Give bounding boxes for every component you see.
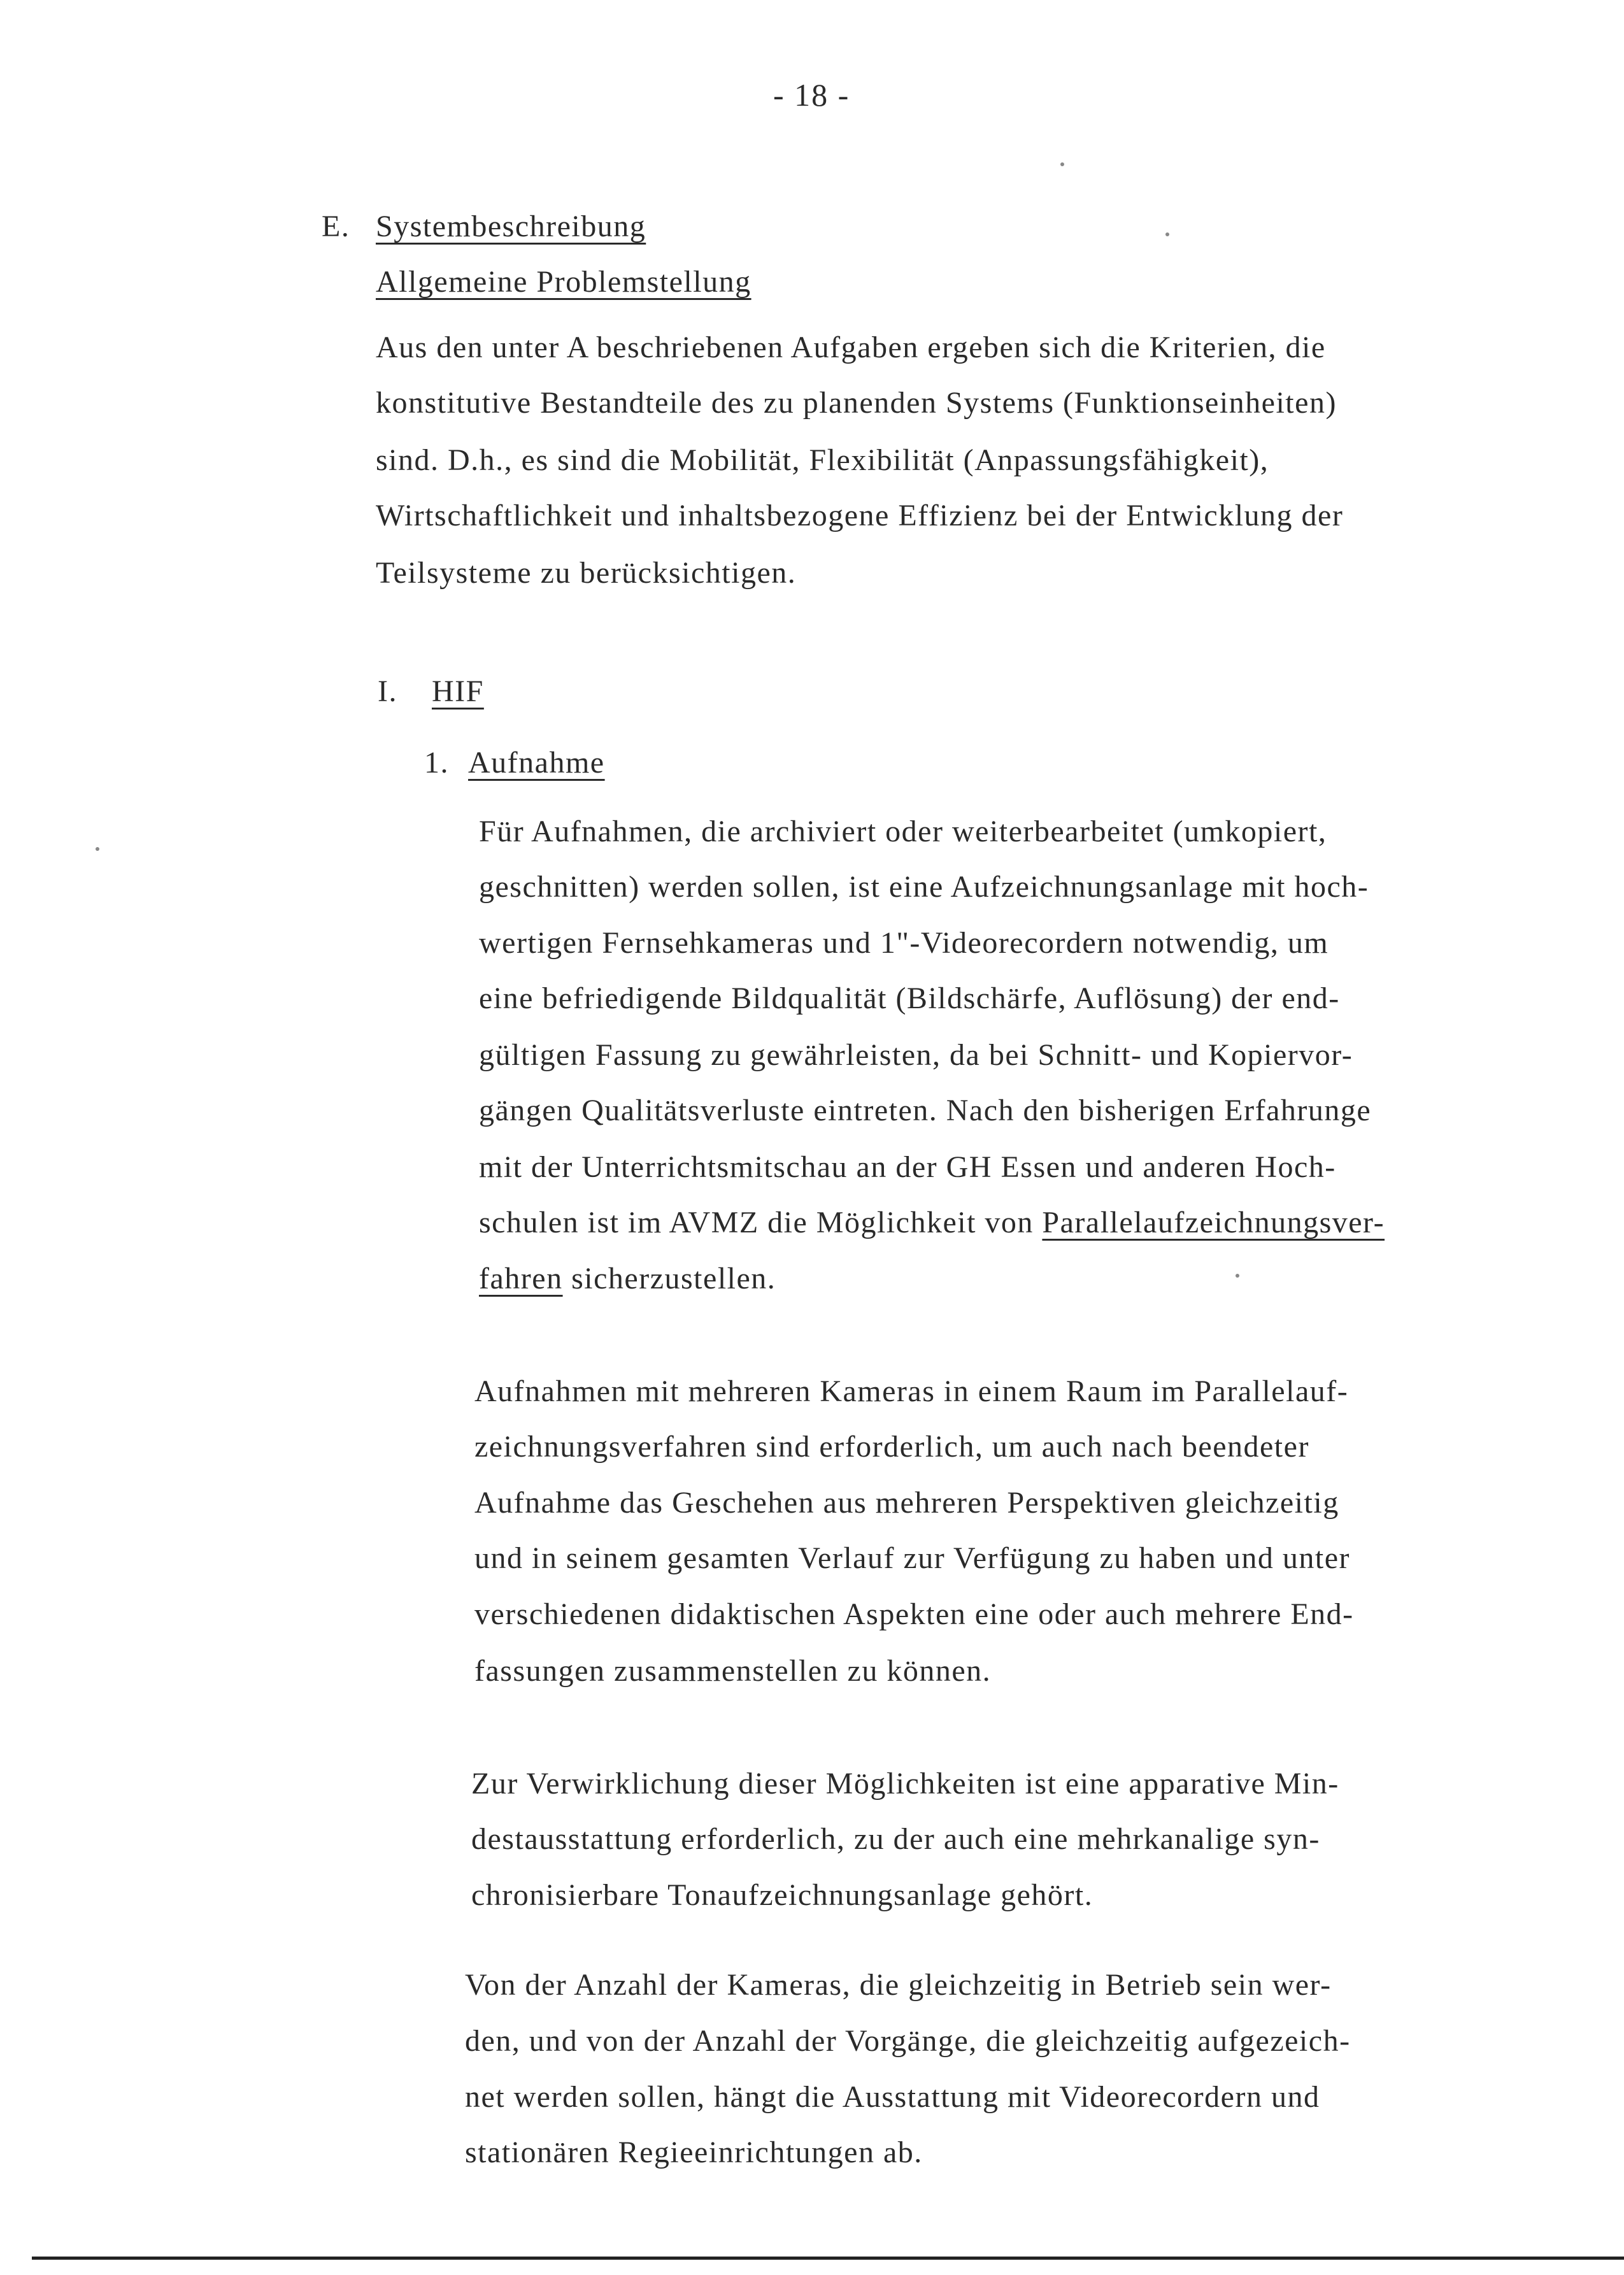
paragraph-line: Von der Anzahl der Kameras, die gleichzeitig in Betrieb sein wer- — [465, 1968, 1332, 2002]
paragraph-line: gültigen Fassung zu gewährleisten, da bei Schnitt- und Kopiervor- — [479, 1038, 1353, 1072]
paragraph-line: destausstattung erforderlich, zu der auch eine mehrkanalige syn- — [471, 1822, 1320, 1856]
paragraph-line: eine befriedigende Bildqualität (Bildschärfe, Auflösung) der end- — [479, 981, 1340, 1015]
paragraph-line: Zur Verwirklichung dieser Möglichkeiten ist eine apparative Min- — [471, 1767, 1339, 1801]
intro-line: Teilsysteme zu berücksichtigen. — [376, 556, 797, 590]
paragraph-line: chronisierbare Tonaufzeichnungsanlage gehört. — [471, 1878, 1093, 1912]
scan-speck — [1236, 1274, 1239, 1278]
page-number: - 18 - — [773, 77, 850, 113]
paragraph-line: mit der Unterrichtsmitschau an der GH Essen und anderen Hoch- — [479, 1150, 1336, 1184]
paragraph-text: schulen ist im AVMZ die Möglichkeit von — [479, 1206, 1043, 1239]
paragraph-line: Aufnahmen mit mehreren Kameras in einem Raum im Parallelauf- — [474, 1374, 1349, 1408]
paragraph-line: net werden sollen, hängt die Ausstattung mit Videorecordern und — [465, 2080, 1320, 2114]
intro-line: konstitutive Bestandteile des zu planenden Systems (Funktionseinheiten) — [376, 386, 1337, 420]
paragraph-line: gängen Qualitätsverluste eintreten. Nach den bisherigen Erfahrunge — [479, 1094, 1372, 1127]
bottom-rule — [32, 2257, 1624, 2260]
scan-speck — [96, 847, 99, 851]
section-subheading: Allgemeine Problemstellung — [376, 265, 751, 299]
paragraph-line: wertigen Fernsehkameras und 1"-Videorecordern notwendig, um — [479, 926, 1329, 960]
paragraph-line: stationären Regieeinrichtungen ab. — [465, 2136, 923, 2169]
scan-speck — [1165, 232, 1169, 236]
subsection-title: HIF — [432, 674, 484, 708]
underlined-term: fahren — [479, 1262, 563, 1295]
paragraph-line: verschiedenen didaktischen Aspekten eine oder auch mehrere End- — [474, 1597, 1354, 1631]
paragraph-line: und in seinem gesamten Verlauf zur Verfügung zu haben und unter — [474, 1541, 1351, 1575]
section-heading: Systembeschreibung — [376, 210, 646, 243]
subsection-label: I. — [378, 674, 397, 708]
paragraph-line: Aufnahme das Geschehen aus mehreren Perspektiven gleichzeitig — [474, 1486, 1339, 1520]
paragraph-line: geschnitten) werden sollen, ist eine Aufzeichnungsanlage mit hoch- — [479, 870, 1369, 904]
intro-line: sind. D.h., es sind die Mobilität, Flexibilität (Anpassungsfähigkeit), — [376, 443, 1269, 477]
item-title: Aufnahme — [468, 746, 605, 780]
paragraph-line — [479, 1204, 1385, 1242]
scan-speck — [1060, 162, 1064, 166]
underlined-term: Parallelaufzeichnungsver- — [1042, 1206, 1385, 1239]
paragraph-text: sicherzustellen. — [562, 1262, 776, 1295]
item-label: 1. — [424, 746, 449, 780]
paragraph-line: Für Aufnahmen, die archiviert oder weiterbearbeitet (umkopiert, — [479, 815, 1327, 848]
intro-line: Wirtschaftlichkeit und inhaltsbezogene Effizienz bei der Entwicklung der — [376, 499, 1344, 532]
paragraph-line — [479, 1260, 776, 1298]
paragraph-line: den, und von der Anzahl der Vorgänge, die gleichzeitig aufgezeich- — [465, 2024, 1351, 2058]
section-label: E. — [322, 210, 350, 243]
paragraph-line: zeichnungsverfahren sind erforderlich, um auch nach beendeter — [474, 1430, 1309, 1464]
intro-line: Aus den unter A beschriebenen Aufgaben ergeben sich die Kriterien, die — [376, 331, 1326, 364]
paragraph-line: fassungen zusammenstellen zu können. — [474, 1654, 992, 1688]
